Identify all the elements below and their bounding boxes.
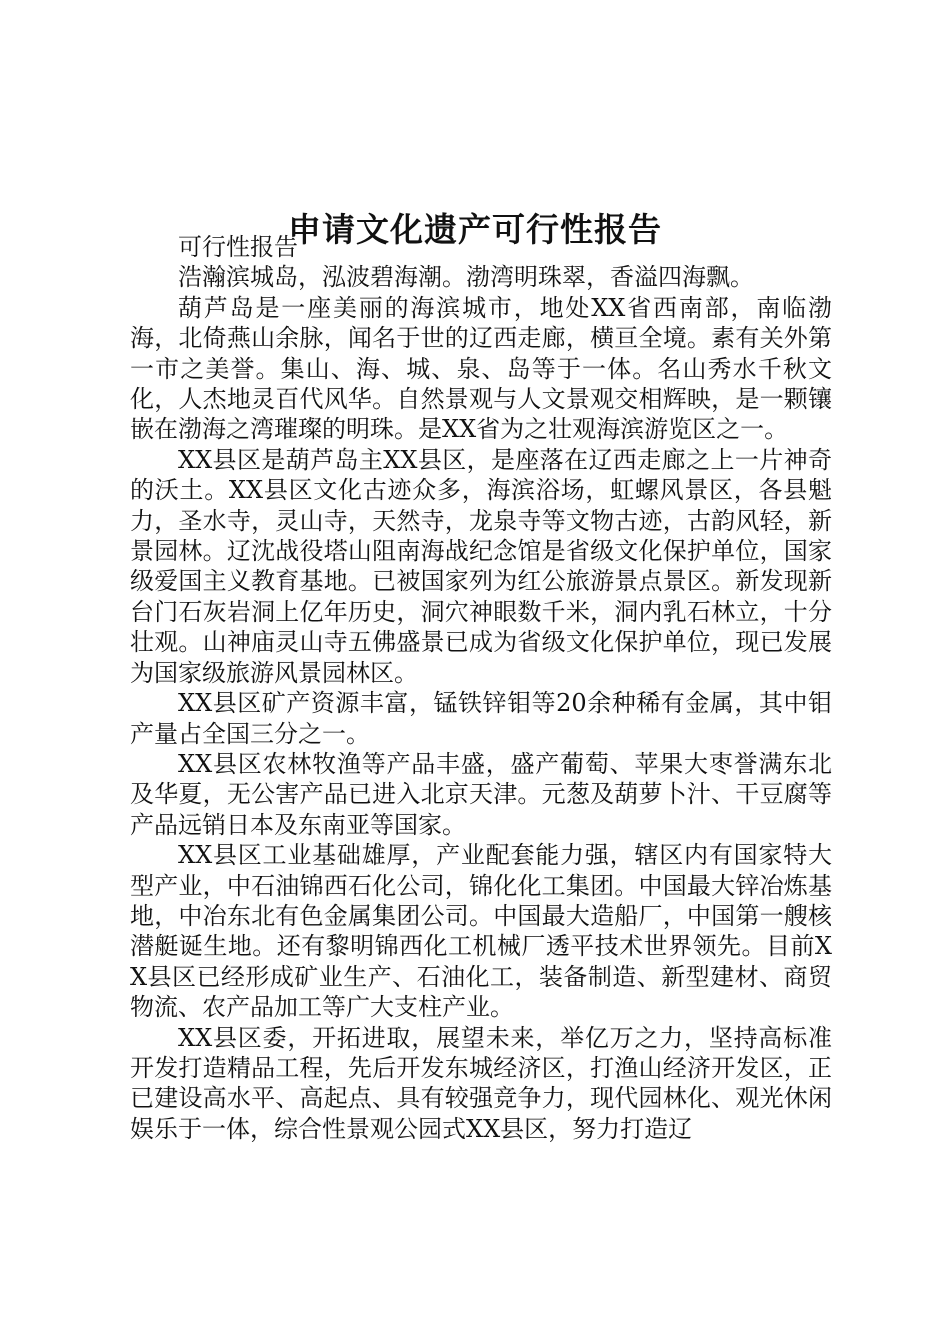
paragraph-poem: 浩瀚滨城岛，泓波碧海潮。渤湾明珠翠，香溢四海飘。 [178, 263, 754, 292]
paragraph-county-culture: XX县区是葫芦岛主XX县区，是座落在辽西走廊之上一片神奇的沃土。XX县区文化古迹众多，海滨浴场，虹螺风景区，各县魁力，圣水寺，灵山寺，天然寺，龙泉寺等文物古迹，古韵风轻，新景园林。辽沈战役塔山阻南海战纪念馆是省级文化保护单位，国家级爱国主义教育基地。已被国家列为红公旅游景点景区。新发现新台门石灰岩洞上亿年历史，洞穴神眼数千米，洞内乳石林立，十分壮观。山神庙灵山寺五佛盛景已成为省级文化保护单位，现已发展为国家级旅游风景园林区。 [130, 445, 832, 687]
document-body [130, 232, 832, 1144]
paragraph-minerals: XX县区矿产资源丰富，锰铁锌钼等20余种稀有金属，其中钼产量占全国三分之一。 [130, 689, 832, 748]
paragraph-huludao: 葫芦岛是一座美丽的海滨城市，地处XX省西南部，南临渤海，北倚燕山余脉，闻名于世的辽西走廊，横亘全境。素有关外第一市之美誉。集山、海、城、泉、岛等于一体。名山秀水千秋文化，人杰地灵百代风华。自然景观与人文景观交相辉映，是一颗镶嵌在渤海之湾璀璨的明珠。是XX省为之壮观海滨游览区之一。 [130, 293, 832, 444]
paragraph-development: XX县区委，开拓进取，展望未来，举亿万之力，坚持高标准开发打造精品工程，先后开发东城经济区，打渔山经济开发区，正已建设高水平、高起点、具有较强竞争力，现代园林化、观光休闲娱乐于一体，综合性景观公园式XX县区，努力打造辽 [130, 1023, 832, 1143]
document-title: 申请文化遗产可行性报告 [288, 210, 662, 250]
paragraph-agriculture: XX县区农林牧渔等产品丰盛，盛产葡萄、苹果大枣誉满东北及华夏，无公害产品已进入北京天津。元葱及葫萝卜汁、干豆腐等产品远销日本及东南亚等国家。 [130, 749, 832, 839]
paragraph-subtitle: 可行性报告 [178, 233, 298, 261]
paragraph-industry: XX县区工业基础雄厚，产业配套能力强，辖区内有国家特大型产业，中石油锦西石化公司，锦化化工集团。中国最大锌冶炼基地，中冶东北有色金属集团公司。中国最大造船厂，中国第一艘核潜艇诞生地。还有黎明锦西化工机械厂透平技术世界领先。目前XX县区已经形成矿业生产、石油化工，装备制造、新型建材、商贸物流、农产品加工等广大支柱产业。 [130, 841, 832, 1022]
